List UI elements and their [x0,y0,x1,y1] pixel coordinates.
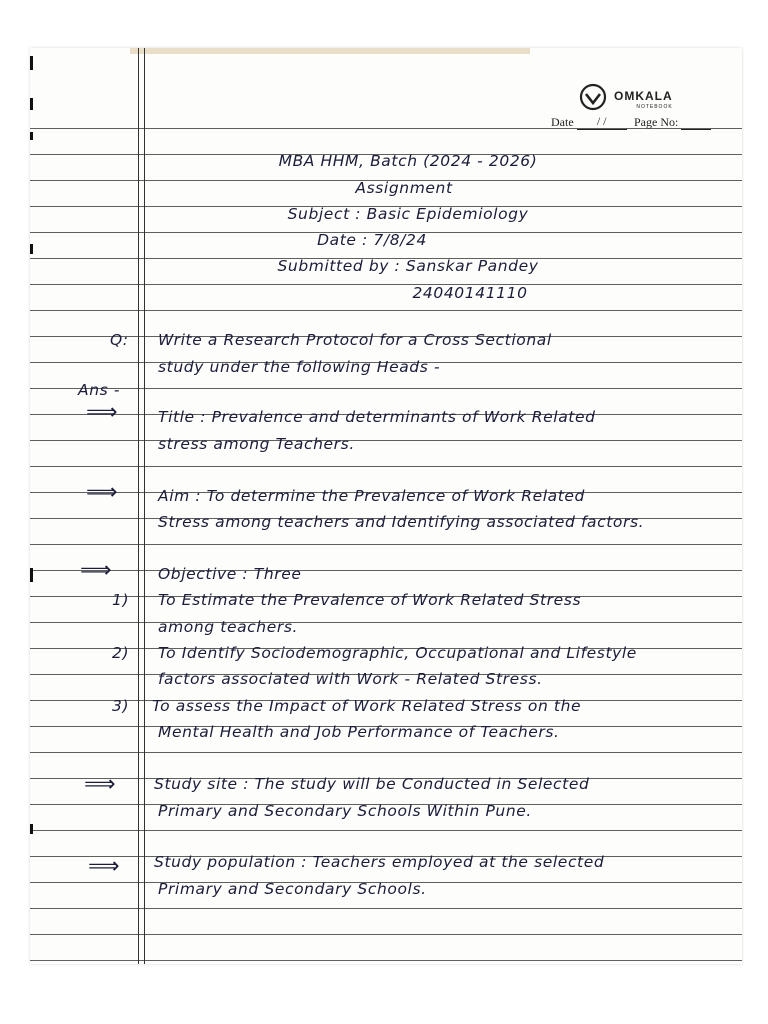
brand-name: OMKALA [614,88,673,103]
margin-line [144,48,145,964]
ruled-line [30,960,742,961]
roll-number: 24040141110 [412,284,528,302]
study-population-line-2: Primary and Secondary Schools. [158,880,427,898]
study-site-line-1: Study site : The study will be Conducted in Selected [154,775,590,793]
ruled-line [30,622,742,623]
arrow-icon: ⟹ [86,480,118,505]
brand-logo [578,82,673,112]
objective-line: To assess the Impact of Work Related Stress on the [152,697,582,715]
date-line: Date : 7/8/24 [317,231,427,249]
objective-line: among teachers. [158,618,299,636]
objective-line: To Identify Sociodemographic, Occupational and Lifestyle [158,644,637,662]
page-top-band [130,48,530,54]
ruled-line [30,440,742,441]
submitted-by-line: Submitted by : Sanskar Pandey [277,257,539,275]
omkala-logo-icon [578,82,608,112]
subject-line: Subject : Basic Epidemiology [287,205,529,223]
ruled-line [30,544,742,545]
margin-line [138,48,139,964]
question-marker: Q: [110,331,129,349]
ruled-line [30,284,742,285]
assignment-heading: Assignment [355,179,453,197]
ruled-line [30,908,742,909]
date-label: Date [551,115,574,129]
brand-sub: NOTEBOOK [636,103,673,110]
answer-label: Ans - [78,381,121,399]
page-no-label: Page No: [634,115,679,129]
ruled-line [30,830,742,831]
page-no-field [634,114,711,130]
question-line-2: study under the following Heads - [158,358,441,376]
aim-line-2: Stress among teachers and Identifying associated factors. [158,513,645,531]
ruled-line [30,388,742,389]
ruled-line [30,570,742,571]
objective-line: factors associated with Work - Related Stress. [158,670,543,688]
aim-line-1: Aim : To determine the Prevalence of Work Related [158,487,585,505]
objective-number: 1) [112,591,130,609]
ruled-line [30,466,742,467]
arrow-icon: ⟹ [84,772,116,797]
study-population-line-1: Study population : Teachers employed at the selected [154,853,605,871]
title-line-1: Title : Prevalence and determinants of Work Related [158,408,596,426]
objective-heading: Objective : Three [158,565,302,583]
study-site-line-2: Primary and Secondary Schools Within Pune. [158,802,532,820]
ruled-line [30,310,742,311]
course-line: MBA HHM, Batch (2024 - 2026) [278,152,538,170]
notebook-page [30,48,742,964]
question-line-1: Write a Research Protocol for a Cross Sectional [158,331,552,349]
arrow-icon: ⟹ [88,854,120,879]
title-line-2: stress among Teachers. [158,435,355,453]
date-value: / / [577,114,627,130]
ruled-line [30,752,742,753]
objective-number: 2) [112,644,130,662]
arrow-icon: ⟹ [86,400,118,425]
arrow-icon: ⟹ [80,558,112,583]
ruled-line [30,934,742,935]
date-field [551,114,627,130]
objective-number: 3) [112,697,130,715]
objective-line: To Estimate the Prevalence of Work Related Stress [158,591,582,609]
objective-line: Mental Health and Job Performance of Teachers. [158,723,560,741]
